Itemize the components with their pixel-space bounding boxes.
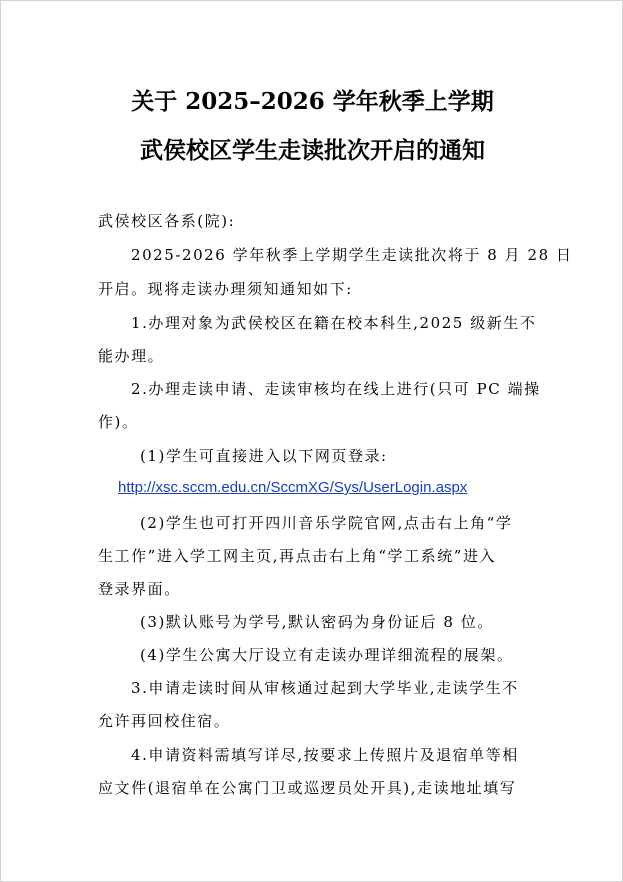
sub-item-2-line-3: 登录界面。 bbox=[98, 580, 181, 598]
login-url-link[interactable]: http://xsc.sccm.edu.cn/SccmXG/Sys/UserLogin.aspx bbox=[118, 479, 468, 496]
intro-line-1: 2025-2026 学年秋季上学期学生走读批次将于 8 月 28 日 bbox=[131, 246, 573, 264]
item-4-line-1: 4.申请资料需填写详尽,按要求上传照片及退宿单等相 bbox=[131, 746, 519, 764]
item-3-line-2: 允许再回校住宿。 bbox=[98, 712, 231, 730]
item-2-line-1: 2.办理走读申请、走读审核均在线上进行(只可 PC 端操 bbox=[131, 380, 541, 398]
item-3-line-1: 3.申请走读时间从审核通过起到大学毕业,走读学生不 bbox=[131, 679, 519, 697]
salutation: 武侯校区各系(院): bbox=[98, 212, 236, 230]
sub-item-2-line-1: (2)学生也可打开四川音乐学院官网,点击右上角“学 bbox=[140, 514, 513, 532]
sub-item-3-line-1: (3)默认账号为学号,默认密码为身份证后 8 位。 bbox=[140, 613, 494, 631]
sub-item-1-line-1: (1)学生可直接进入以下网页登录: bbox=[140, 447, 388, 465]
item-4-line-2: 应文件(退宿单在公寓门卫或巡逻员处开具),走读地址填写 bbox=[98, 779, 517, 797]
sub-item-4-line-1: (4)学生公寓大厅设立有走读办理详细流程的展架。 bbox=[140, 646, 514, 664]
document-title-line-2: 武侯校区学生走读批次开启的通知 bbox=[140, 137, 485, 164]
item-1-line-1: 1.办理对象为武侯校区在籍在校本科生,2025 级新生不 bbox=[131, 314, 537, 332]
item-2-line-2: 作)。 bbox=[98, 413, 139, 431]
sub-item-2-line-2: 生工作”进入学工网主页,再点击右上角“学工系统”进入 bbox=[98, 547, 497, 565]
document-title-line-1: 关于 2025–2026 学年秋季上学期 bbox=[131, 88, 494, 115]
intro-line-2: 开启。现将走读办理须知通知如下: bbox=[98, 280, 353, 298]
item-1-line-2: 能办理。 bbox=[98, 347, 165, 365]
